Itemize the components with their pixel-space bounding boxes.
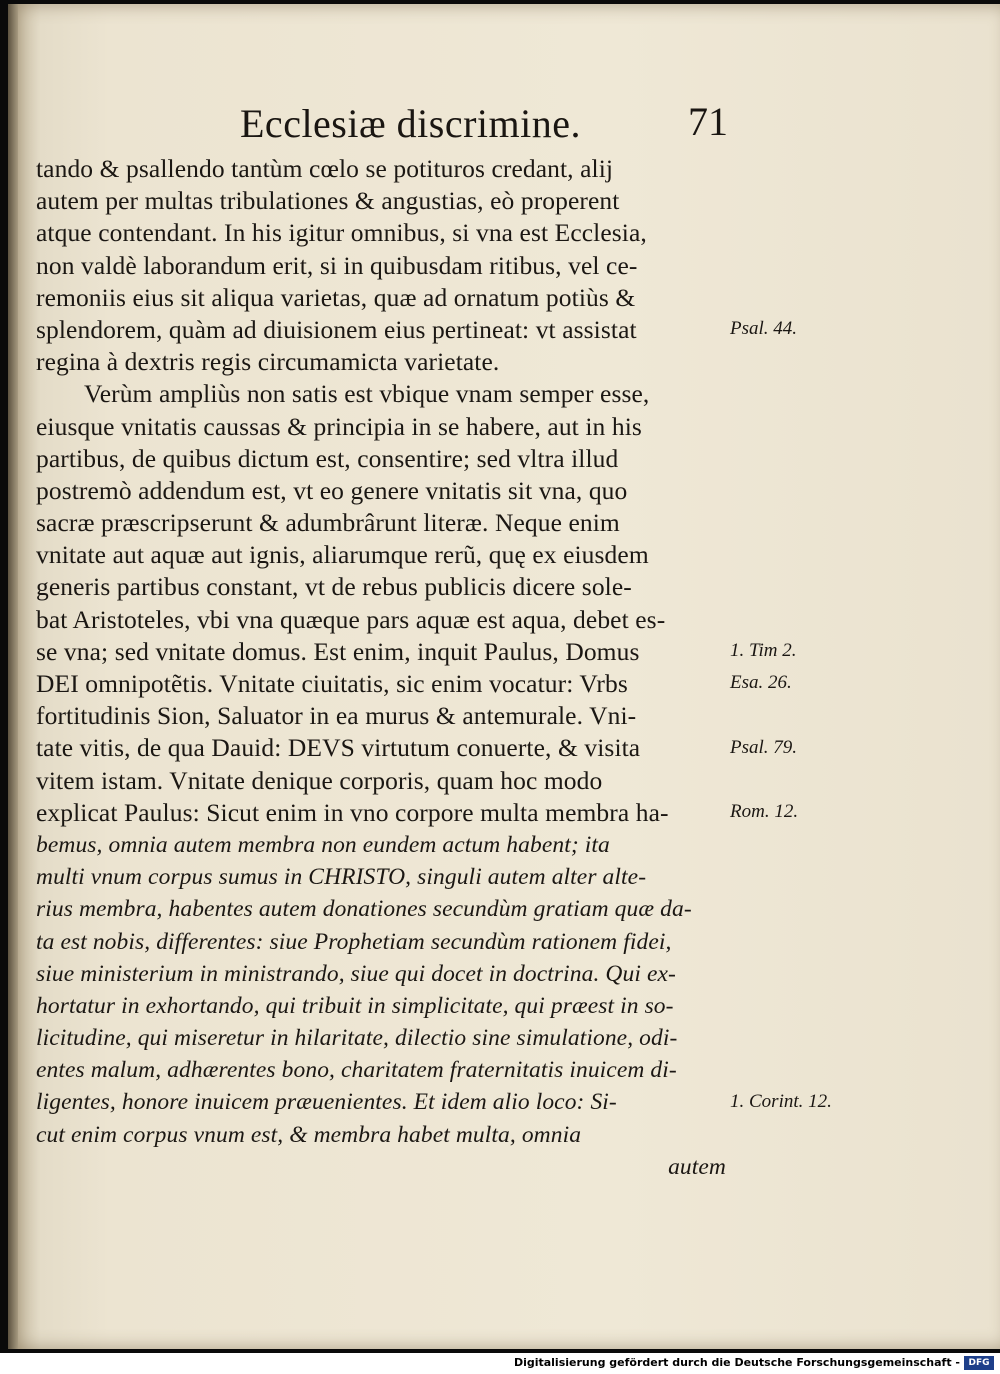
text-line: partibus, de quibus dictum est, consentire; sed vltra illud (36, 443, 619, 473)
catchword: autem (668, 1153, 726, 1180)
text-line: splendorem, quàm ad diuisionem eius pertineat: vt assistat (36, 314, 637, 344)
text-line: entes malum, adhærentes bono, charitatem fraternitatis inuicem di- (36, 1057, 677, 1084)
text-line: bat Aristoteles, vbi vna quæque pars aquæ est aqua, debet es- (36, 604, 666, 634)
page-number: 71 (688, 99, 728, 144)
margin-note: Esa. 26. (730, 672, 792, 694)
text-line: ta est nobis, differentes: siue Prophetiam secundùm rationem fidei, (36, 928, 672, 955)
margin-note: Psal. 44. (730, 318, 798, 339)
text-line: DEI omnipotẽtis. Vnitate ciuitatis, sic enim vocatur: Vrbs (36, 669, 628, 698)
text-line: remoniis eius sit aliqua varietas, quæ ad ornatum potiùs & (36, 282, 636, 312)
text-line: postremò addendum est, vt eo genere vnitatis sit vna, quo (36, 475, 628, 505)
text-line: autem per multas tribulationes & angustias, eò properent (36, 186, 620, 216)
text-line: rius membra, habentes autem donationes secundùm gratiam quæ da- (36, 896, 692, 923)
running-head: Ecclesiæ discrimine. (240, 101, 582, 146)
dfg-logo: DFG (964, 1356, 994, 1370)
text-line: vitem istam. Vnitate denique corporis, quam hoc modo (36, 765, 603, 795)
text-line: vnitate aut aquæ aut ignis, aliarumque rerũ, quę ex eiusdem (36, 540, 649, 570)
text-line: licitudine, qui miseretur in hilaritate, dilectio sine simulatione, odi- (36, 1025, 678, 1052)
text-line: cut enim corpus vnum est, & membra habet multa, omnia (36, 1121, 582, 1148)
footer-credit: Digitalisierung gefördert durch die Deutsche Forschungsgemeinschaft - (513, 1356, 960, 1369)
margin-note: 1. Tim 2. (730, 640, 797, 661)
text-line: non valdè laborandum erit, si in quibusdam ritibus, vel ce- (36, 250, 638, 280)
body-text (36, 153, 726, 1183)
text-line: bemus, omnia autem membra non eundem actum habent; ita (36, 831, 610, 858)
text-line: tate vitis, de qua Dauid: DEVS virtutum conuerte, & visita (36, 733, 641, 763)
text-line: eiusque vnitatis caussas & principia in se habere, aut in his (36, 411, 642, 441)
text-line: siue ministerium in ministrando, siue qui docet in doctrina. Qui ex- (36, 960, 676, 987)
text-line: sacræ præscripserunt & adumbrârunt literæ. Neque enim (36, 508, 620, 538)
footer-bar (0, 1353, 1000, 1374)
text-line: ligentes, honore inuicem præuenientes. Et idem alio loco: Si- (36, 1089, 617, 1116)
text-line: generis partibus constant, vt de rebus publicis dicere sole- (36, 572, 632, 602)
margin-note: Psal. 79. (730, 736, 798, 758)
text-line: multi vnum corpus sumus in CHRISTO, singuli autem alter alte- (36, 864, 647, 891)
text-line: Verùm ampliùs non satis est vbique vnam semper esse, (84, 379, 650, 409)
text-line: atque contendant. In his igitur omnibus, si vna est Ecclesia, (36, 218, 647, 248)
text-line: hortatur in exhortando, qui tribuit in simplicitate, qui præest in so- (36, 992, 674, 1019)
page-gutter (8, 4, 18, 1349)
text-line: fortitudinis Sion, Saluator in ea murus & antemurale. Vni- (36, 701, 637, 731)
margin-note: 1. Corint. 12. (730, 1090, 832, 1112)
text-line: se vna; sed vnitate domus. Est enim, inquit Paulus, Domus (36, 636, 640, 666)
text-line: regina à dextris regis circumamicta varietate. (36, 347, 500, 377)
margin-note: Rom. 12. (730, 801, 799, 822)
text-line: explicat Paulus: Sicut enim in vno corpore multa membra ha- (36, 797, 669, 827)
text-line: tando & psallendo tantùm cœlo se potituros credant, alij (36, 154, 614, 183)
